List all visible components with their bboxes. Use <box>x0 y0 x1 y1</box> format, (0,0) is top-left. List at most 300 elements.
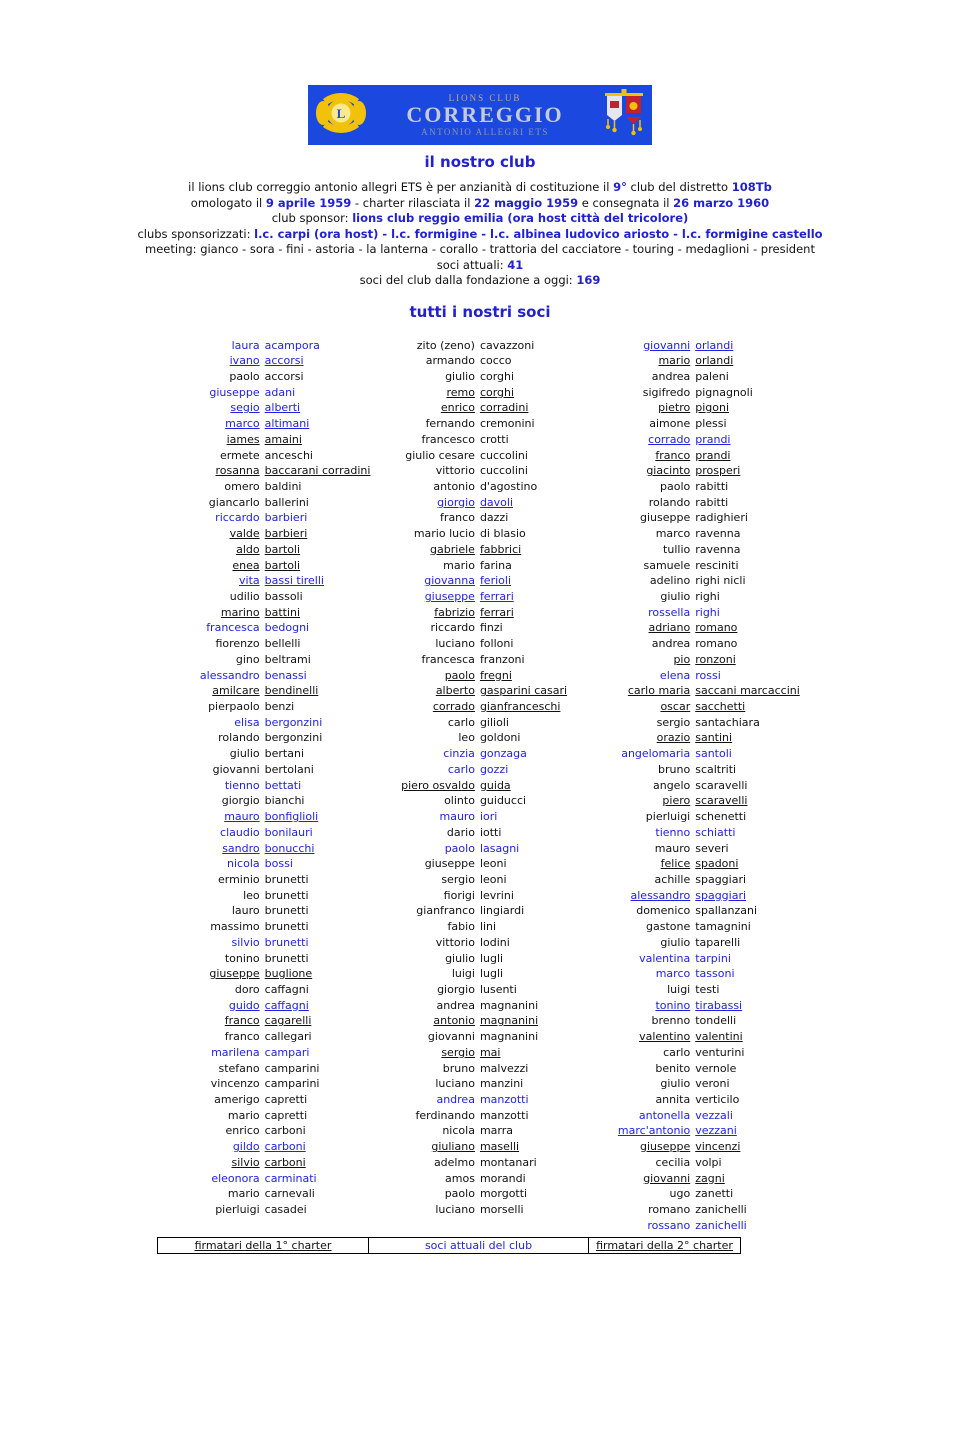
member-row <box>372 841 587 857</box>
member-row <box>157 856 372 872</box>
member-last-name: sacchetti <box>695 700 746 714</box>
member-last-name: vernole <box>695 1061 737 1075</box>
member-last-name: corghi <box>479 369 515 383</box>
member-row <box>588 1108 803 1124</box>
member-row <box>157 903 372 919</box>
member-last-name: rabitti <box>695 495 729 509</box>
member-last-name: brunetti <box>264 872 309 886</box>
member-row <box>157 400 372 416</box>
member-first-name: giacinto <box>646 464 691 478</box>
member-last-name: zanetti <box>695 1187 734 1201</box>
member-row <box>588 1076 803 1092</box>
about-highlight: 22 maggio 1959 <box>474 195 579 210</box>
member-first-name: angelo <box>652 778 691 792</box>
member-first-name: aimone <box>649 417 691 431</box>
member-first-name: carlo <box>447 715 475 729</box>
member-row <box>588 495 803 511</box>
member-last-name: guiducci <box>479 794 527 808</box>
member-row <box>157 888 372 904</box>
member-last-name: scaravelli <box>695 778 748 792</box>
member-last-name: montanari <box>479 1155 537 1169</box>
member-first-name: romano <box>648 1203 691 1217</box>
member-first-name: ugo <box>669 1187 691 1201</box>
member-row <box>588 998 803 1014</box>
member-row <box>588 353 803 369</box>
member-first-name: gianfranco <box>416 904 475 918</box>
member-last-name: spadoni <box>695 857 739 871</box>
member-row <box>588 1029 803 1045</box>
member-row <box>157 636 372 652</box>
member-last-name: pigoni <box>695 401 730 415</box>
member-first-name: rolando <box>218 731 260 745</box>
member-first-name: giuseppe <box>424 590 475 603</box>
member-first-name: paolo <box>444 841 475 855</box>
member-last-name: leoni <box>479 857 507 871</box>
member-last-name: dazzi <box>479 511 509 525</box>
member-row <box>588 715 803 731</box>
member-first-name: silvio <box>231 1155 260 1169</box>
member-row <box>372 369 587 385</box>
member-last-name: taparelli <box>695 935 741 949</box>
member-first-name: carlo <box>663 1045 691 1059</box>
member-first-name: enrico <box>225 1124 260 1138</box>
member-row <box>588 1171 803 1187</box>
member-last-name: vezzali <box>695 1108 733 1122</box>
member-row <box>372 715 587 731</box>
member-row <box>372 1013 587 1029</box>
member-first-name: eleonora <box>211 1171 260 1185</box>
member-last-name: alberti <box>264 401 301 415</box>
member-row <box>372 951 587 967</box>
member-last-name: lini <box>479 920 497 934</box>
member-row <box>588 951 803 967</box>
member-first-name: silvio <box>231 935 260 949</box>
member-last-name: fregni <box>479 668 512 682</box>
member-row <box>157 1186 372 1202</box>
member-last-name: cuccolini <box>479 448 528 462</box>
member-first-name: andrea <box>436 1093 475 1106</box>
member-first-name: andrea <box>651 369 691 383</box>
member-row <box>157 762 372 778</box>
member-first-name: paolo <box>444 668 475 682</box>
member-row <box>588 400 803 416</box>
member-last-name: plessi <box>695 417 727 431</box>
member-last-name: iotti <box>479 825 502 839</box>
about-highlight: 9° <box>613 180 627 194</box>
member-first-name: giovanni <box>643 338 691 352</box>
member-row <box>157 542 372 558</box>
member-row <box>372 479 587 495</box>
member-first-name: giuseppe <box>209 385 260 399</box>
about-line <box>0 196 960 212</box>
member-first-name: fabrizio <box>434 605 475 619</box>
member-row <box>157 1139 372 1155</box>
member-first-name: olinto <box>444 794 475 808</box>
member-first-name: ivano <box>229 354 260 368</box>
member-last-name: farina <box>479 558 512 572</box>
member-last-name: altimani <box>264 417 310 431</box>
member-first-name: nicola <box>442 1124 475 1138</box>
member-first-name: fabio <box>447 920 475 934</box>
member-first-name: giorgio <box>437 495 475 509</box>
member-first-name: enrico <box>440 401 475 415</box>
member-first-name: adelino <box>649 574 691 588</box>
member-row <box>157 1155 372 1171</box>
member-row <box>588 1155 803 1171</box>
member-last-name: accorsi <box>264 354 304 368</box>
members-column-3 <box>588 338 803 1234</box>
member-last-name: beltrami <box>264 652 311 666</box>
member-row <box>588 1186 803 1202</box>
member-last-name: brunetti <box>264 951 309 965</box>
member-last-name: bartoli <box>264 542 301 556</box>
member-first-name: rossella <box>648 605 691 619</box>
member-row <box>372 935 587 951</box>
member-row <box>372 558 587 574</box>
member-last-name: amaini <box>264 432 302 446</box>
member-first-name: corrado <box>648 432 691 446</box>
member-first-name: ermete <box>219 448 260 462</box>
member-first-name: franco <box>224 1014 260 1028</box>
member-last-name: tirabassi <box>695 998 743 1012</box>
member-last-name: gasparini casari <box>479 684 568 698</box>
member-first-name: luciano <box>435 1203 475 1217</box>
banner-subtitle: ANTONIO ALLEGRI ETS <box>421 127 549 138</box>
member-last-name: bendinelli <box>264 684 319 698</box>
member-first-name: tullio <box>663 542 691 556</box>
member-row <box>588 668 803 684</box>
member-last-name: camparini <box>264 1061 320 1075</box>
about-segment: club sponsor: <box>271 211 353 225</box>
banner-org-label: LIONS CLUB <box>448 92 522 103</box>
member-last-name: barbieri <box>264 527 308 541</box>
member-row <box>372 338 587 354</box>
member-row <box>372 1029 587 1045</box>
member-first-name: annita <box>655 1093 691 1106</box>
member-last-name: schiatti <box>695 825 736 839</box>
member-last-name: vincenzi <box>695 1140 741 1154</box>
member-first-name: vincenzo <box>210 1077 260 1091</box>
member-last-name: bertolani <box>264 762 314 776</box>
member-row <box>157 746 372 762</box>
about-segment: - charter rilasciata il <box>351 195 475 210</box>
banner-club-name: CORREGGIO <box>406 101 564 127</box>
member-row <box>588 1202 803 1218</box>
member-row <box>372 495 587 511</box>
member-row <box>157 605 372 621</box>
member-first-name: mario lucio <box>413 527 475 541</box>
member-last-name: brunetti <box>264 935 309 949</box>
member-row <box>372 589 587 605</box>
member-last-name: brunetti <box>264 904 309 918</box>
member-last-name: callegari <box>264 1030 312 1044</box>
member-last-name: gilioli <box>479 715 509 729</box>
member-first-name: fiorigi <box>443 888 475 902</box>
member-row <box>588 746 803 762</box>
member-row <box>588 825 803 841</box>
member-last-name: magnanini <box>479 1014 539 1028</box>
member-row <box>588 888 803 904</box>
member-first-name: antonio <box>433 479 475 493</box>
member-first-name: giulio <box>660 590 691 603</box>
member-last-name: prandi <box>695 448 731 462</box>
member-last-name: bedogni <box>264 621 310 635</box>
member-last-name: di blasio <box>479 527 526 541</box>
member-first-name: paolo <box>659 479 691 493</box>
member-last-name: carboni <box>264 1155 306 1169</box>
club-pennants-icon <box>603 89 645 141</box>
member-last-name: d'agostino <box>479 479 538 493</box>
legend-first-charter-text: firmatari della <box>194 1239 276 1253</box>
member-last-name: bassi tirelli <box>264 574 324 588</box>
member-first-name: pietro <box>658 401 691 415</box>
member-row <box>588 605 803 621</box>
legend-second-charter-num: 2° <box>677 1239 690 1253</box>
member-row <box>372 620 587 636</box>
member-last-name: righi nicli <box>695 574 746 588</box>
member-first-name: sergio <box>441 872 475 886</box>
legend-first-charter-num: 1° <box>275 1239 289 1253</box>
member-row <box>588 479 803 495</box>
member-last-name: zanichelli <box>695 1218 747 1232</box>
member-row <box>372 730 587 746</box>
member-last-name: caffagni <box>264 998 309 1012</box>
member-first-name: guido <box>228 998 260 1012</box>
member-row <box>372 856 587 872</box>
member-last-name: cocco <box>479 354 512 368</box>
member-row <box>588 762 803 778</box>
member-row <box>588 526 803 542</box>
member-row <box>372 400 587 416</box>
member-last-name: cremonini <box>479 417 535 431</box>
member-last-name: bonucchi <box>264 841 315 855</box>
member-first-name: marco <box>655 967 691 981</box>
member-first-name: tonino <box>224 951 260 965</box>
member-last-name: cuccolini <box>479 464 528 478</box>
member-last-name: magnanini <box>479 998 539 1012</box>
member-row <box>588 1061 803 1077</box>
member-row <box>157 935 372 951</box>
member-row <box>157 1123 372 1139</box>
member-row <box>588 652 803 668</box>
member-first-name: marco <box>655 527 691 541</box>
member-row <box>588 778 803 794</box>
member-row <box>372 762 587 778</box>
member-first-name: gildo <box>232 1140 260 1154</box>
member-row <box>588 699 803 715</box>
member-first-name: claudio <box>220 825 260 839</box>
member-row <box>588 730 803 746</box>
member-first-name: oscar <box>660 700 691 714</box>
legend-cell-first-charter <box>157 1237 369 1254</box>
member-first-name: orazio <box>656 731 691 745</box>
member-last-name: lugli <box>479 967 504 981</box>
member-first-name: rosanna <box>215 464 260 478</box>
member-last-name: schenetti <box>695 810 747 824</box>
member-first-name: giulio <box>660 1077 691 1091</box>
member-row <box>157 919 372 935</box>
member-last-name: tondelli <box>695 1014 737 1028</box>
member-first-name: mauro <box>224 810 260 824</box>
member-last-name: lugli <box>479 951 504 965</box>
member-row <box>372 793 587 809</box>
member-first-name: felice <box>660 857 691 871</box>
member-first-name: luciano <box>435 1077 475 1091</box>
member-last-name: scaravelli <box>695 794 748 808</box>
member-last-name: bertani <box>264 747 304 761</box>
member-row <box>157 1045 372 1061</box>
member-last-name: carminati <box>264 1171 317 1185</box>
member-last-name: benzi <box>264 700 295 714</box>
member-row <box>372 825 587 841</box>
svg-text:L: L <box>336 106 346 121</box>
member-last-name: tamagnini <box>695 920 751 934</box>
member-first-name: piero osvaldo <box>401 778 475 792</box>
member-row <box>157 495 372 511</box>
member-last-name: radighieri <box>695 511 748 525</box>
member-last-name: accorsi <box>264 369 304 383</box>
member-row <box>372 982 587 998</box>
member-row <box>157 620 372 636</box>
legend-cell-second-charter <box>588 1237 741 1254</box>
legend-table <box>157 1237 803 1254</box>
member-first-name: giuliano <box>431 1140 475 1154</box>
member-last-name: cagarelli <box>264 1014 312 1028</box>
member-first-name: paolo <box>444 1187 475 1201</box>
member-first-name: bruno <box>442 1061 475 1075</box>
member-last-name: ferrari <box>479 590 514 603</box>
member-row <box>157 510 372 526</box>
member-first-name: dario <box>446 825 475 839</box>
member-last-name: morgotti <box>479 1187 528 1201</box>
member-last-name: rabitti <box>695 479 729 493</box>
member-row <box>372 1171 587 1187</box>
member-first-name: giorgio <box>221 794 260 808</box>
member-first-name: brenno <box>651 1014 691 1028</box>
member-last-name: volpi <box>695 1155 722 1169</box>
member-row <box>588 416 803 432</box>
member-row <box>588 432 803 448</box>
member-first-name: luigi <box>667 982 691 996</box>
member-row <box>157 715 372 731</box>
member-last-name: bonilauri <box>264 825 313 839</box>
member-last-name: prandi <box>695 432 731 446</box>
member-last-name: prosperi <box>695 464 741 478</box>
member-first-name: elena <box>659 668 691 682</box>
member-row <box>372 699 587 715</box>
member-last-name: resciniti <box>695 558 739 572</box>
member-last-name: bettati <box>264 778 302 792</box>
about-line <box>0 227 960 243</box>
member-row <box>588 385 803 401</box>
member-last-name: battini <box>264 605 301 619</box>
member-row <box>588 1123 803 1139</box>
member-row <box>372 605 587 621</box>
member-first-name: giorgio <box>437 982 475 996</box>
member-last-name: santini <box>695 731 733 745</box>
member-row <box>588 510 803 526</box>
member-first-name: giuseppe <box>424 857 475 871</box>
member-first-name: massimo <box>210 920 260 934</box>
member-last-name: finzi <box>479 621 503 635</box>
member-first-name: amilcare <box>212 684 260 698</box>
member-row <box>372 1092 587 1108</box>
member-last-name: bassoli <box>264 590 303 603</box>
member-first-name: giovanni <box>427 1030 475 1044</box>
member-last-name: casadei <box>264 1203 307 1217</box>
member-last-name: venturini <box>695 1045 745 1059</box>
member-row <box>372 1139 587 1155</box>
member-last-name: bianchi <box>264 794 305 808</box>
member-first-name: giuseppe <box>639 511 691 525</box>
member-row <box>157 683 372 699</box>
member-last-name: goldoni <box>479 731 521 745</box>
member-last-name: santachiara <box>695 715 760 729</box>
member-first-name: franco <box>655 448 691 462</box>
member-first-name: giulio <box>229 747 260 761</box>
member-row <box>372 1045 587 1061</box>
about-highlight: 41 <box>507 257 524 272</box>
member-last-name: morandi <box>479 1171 526 1185</box>
member-last-name: zagni <box>695 1171 725 1185</box>
member-first-name: stefano <box>218 1061 260 1075</box>
member-first-name: luciano <box>435 637 475 651</box>
about-highlight: 26 marzo 1960 <box>673 195 770 210</box>
member-row <box>157 825 372 841</box>
member-first-name: zito (zeno) <box>416 338 475 352</box>
member-first-name: laura <box>231 338 260 352</box>
member-first-name: fiorenzo <box>215 637 260 651</box>
member-first-name: vittorio <box>435 464 475 478</box>
member-last-name: magnanini <box>479 1030 539 1044</box>
member-row <box>372 888 587 904</box>
member-first-name: giulio <box>445 951 475 965</box>
member-last-name: buglione <box>264 967 313 981</box>
member-last-name: corghi <box>479 385 515 399</box>
member-row <box>157 966 372 982</box>
member-row <box>157 463 372 479</box>
member-last-name: corradini <box>479 401 529 415</box>
member-first-name: andrea <box>436 998 475 1012</box>
member-last-name: ronzoni <box>695 652 736 666</box>
member-last-name: marra <box>479 1124 513 1138</box>
member-first-name: remo <box>446 385 475 399</box>
member-last-name: baldini <box>264 479 302 493</box>
member-last-name: romano <box>695 621 738 635</box>
member-row <box>157 1171 372 1187</box>
about-line <box>0 180 960 196</box>
member-last-name: brunetti <box>264 920 309 934</box>
member-row <box>588 793 803 809</box>
member-first-name: udilio <box>229 590 260 603</box>
about-segment: omologato il <box>190 195 266 210</box>
member-first-name: alessandro <box>630 888 691 902</box>
member-last-name: vezzani <box>695 1124 737 1138</box>
member-last-name: anceschi <box>264 448 313 462</box>
member-last-name: spaggiari <box>695 872 747 886</box>
about-highlight: l.c. carpi (ora host) - l.c. formigine - l.c. albinea ludovico ariosto - l.c. formigine castello <box>254 226 823 241</box>
member-first-name: amos <box>445 1171 475 1185</box>
member-last-name: ravenna <box>695 542 741 556</box>
member-row <box>157 369 372 385</box>
member-last-name: lusenti <box>479 982 517 996</box>
member-last-name: tarpini <box>695 951 731 965</box>
member-row <box>157 699 372 715</box>
member-row <box>372 1155 587 1171</box>
member-first-name: leo <box>243 888 260 902</box>
member-last-name: bergonzini <box>264 731 323 745</box>
member-row <box>588 1045 803 1061</box>
